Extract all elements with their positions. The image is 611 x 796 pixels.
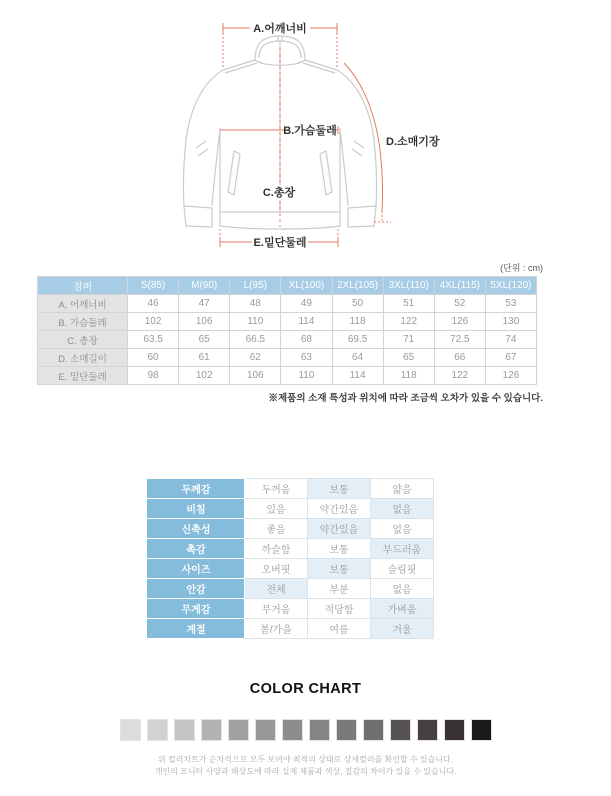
size-col-header: S(85) <box>128 277 179 295</box>
size-table-row <box>38 367 537 385</box>
fabric-row-label: 사이즈 <box>148 559 245 579</box>
size-value-cell: 98 <box>128 367 179 385</box>
color-swatch <box>363 719 384 741</box>
size-value-cell: 74 <box>485 331 536 349</box>
size-value-cell: 114 <box>332 367 383 385</box>
fabric-table-row <box>148 599 434 619</box>
size-value-cell: 114 <box>281 313 332 331</box>
size-value-cell: 110 <box>281 367 332 385</box>
fabric-row-label: 두께감 <box>148 479 245 499</box>
size-value-cell: 61 <box>179 349 230 367</box>
size-value-cell: 49 <box>281 295 332 313</box>
fabric-table-row <box>148 619 434 639</box>
fabric-table-row <box>148 499 434 519</box>
fabric-option-cell: 여름 <box>308 619 371 639</box>
size-value-cell: 50 <box>332 295 383 313</box>
fabric-option-cell: 없음 <box>371 579 434 599</box>
color-swatch <box>255 719 276 741</box>
fabric-option-cell: 슬림핏 <box>371 559 434 579</box>
color-swatch <box>336 719 357 741</box>
color-chart-note-line: 위 컬러차트가 순차적으로 모두 보여야 최적의 상태로 상세컬러를 확인할 수 있습니다. <box>158 755 453 764</box>
color-swatch <box>228 719 249 741</box>
color-swatch <box>201 719 222 741</box>
fabric-option-cell: 봄/가을 <box>245 619 308 639</box>
fabric-option-cell-selected: 겨울 <box>371 619 434 639</box>
size-value-cell: 66 <box>434 349 485 367</box>
size-col-header: 3XL(110) <box>383 277 434 295</box>
size-footnote: ※제품의 소재 특성과 위치에 따라 조금씩 오차가 있을 수 있습니다. <box>268 393 543 404</box>
sleeve-label: D.소매기장 <box>386 136 440 148</box>
color-swatch <box>390 719 411 741</box>
fabric-option-cell: 오버핏 <box>245 559 308 579</box>
size-table-row <box>38 313 537 331</box>
fabric-option-cell-selected: 보통 <box>308 559 371 579</box>
size-value-cell: 106 <box>230 367 281 385</box>
size-row-label: E. 밑단둘레 <box>38 367 128 385</box>
color-chart-notes <box>0 754 611 777</box>
fabric-option-cell-selected: 전체 <box>245 579 308 599</box>
fabric-option-cell: 두꺼움 <box>245 479 308 499</box>
fabric-row-label: 신축성 <box>148 519 245 539</box>
hem-label: E.밑단둘레 <box>253 237 307 249</box>
color-chart-note-line: 개인의 모니터 사양과 해상도에 따라 실제 제품과 색상, 질감의 차이가 있을 수 있습니다. <box>154 766 457 776</box>
color-swatch <box>417 719 438 741</box>
fabric-row-label: 안감 <box>148 579 245 599</box>
size-col-header: 점퍼 <box>38 277 128 295</box>
size-value-cell: 130 <box>485 313 536 331</box>
size-row-label: C. 총장 <box>38 331 128 349</box>
size-value-cell: 52 <box>434 295 485 313</box>
size-value-cell: 67 <box>485 349 536 367</box>
size-value-cell: 53 <box>485 295 536 313</box>
shoulder-width-label: A.어깨너비 <box>253 23 307 35</box>
size-value-cell: 63 <box>281 349 332 367</box>
size-value-cell: 68 <box>281 331 332 349</box>
fabric-option-cell: 좋음 <box>245 519 308 539</box>
size-value-cell: 64 <box>332 349 383 367</box>
size-table <box>37 276 537 385</box>
size-col-header: 5XL(120) <box>485 277 536 295</box>
fabric-table-row <box>148 539 434 559</box>
size-value-cell: 72.5 <box>434 331 485 349</box>
size-value-cell: 51 <box>383 295 434 313</box>
color-swatch <box>444 719 465 741</box>
size-value-cell: 102 <box>179 367 230 385</box>
size-value-cell: 106 <box>179 313 230 331</box>
color-swatch <box>282 719 303 741</box>
color-swatch <box>147 719 168 741</box>
size-value-cell: 48 <box>230 295 281 313</box>
fabric-option-cell: 없음 <box>371 519 434 539</box>
size-col-header: 2XL(105) <box>332 277 383 295</box>
fabric-option-cell: 보통 <box>308 539 371 559</box>
size-value-cell: 126 <box>434 313 485 331</box>
size-value-cell: 60 <box>128 349 179 367</box>
size-row-label: D. 소매길이 <box>38 349 128 367</box>
fabric-option-cell: 부분 <box>308 579 371 599</box>
fabric-table-row <box>148 559 434 579</box>
fabric-option-cell: 까슬함 <box>245 539 308 559</box>
color-swatch <box>309 719 330 741</box>
color-chart-title: COLOR CHART <box>249 681 362 697</box>
size-value-cell: 110 <box>230 313 281 331</box>
size-value-cell: 46 <box>128 295 179 313</box>
fabric-option-cell-selected: 없음 <box>371 499 434 519</box>
unit-note: (단위 : cm) <box>500 263 543 273</box>
size-col-header: L(95) <box>230 277 281 295</box>
size-value-cell: 122 <box>434 367 485 385</box>
size-value-cell: 102 <box>128 313 179 331</box>
fabric-option-cell: 무거움 <box>245 599 308 619</box>
chest-label: B.가슴둘레 <box>283 125 337 137</box>
size-table-row <box>38 295 537 313</box>
fabric-row-label: 비침 <box>148 499 245 519</box>
fabric-option-cell: 얇음 <box>371 479 434 499</box>
size-row-label: A. 어깨너비 <box>38 295 128 313</box>
fabric-option-cell-selected: 가벼움 <box>371 599 434 619</box>
size-value-cell: 66.5 <box>230 331 281 349</box>
size-col-header: XL(100) <box>281 277 332 295</box>
size-table-row <box>38 349 537 367</box>
size-value-cell: 118 <box>383 367 434 385</box>
size-value-cell: 65 <box>383 349 434 367</box>
color-swatch <box>471 719 492 741</box>
fabric-option-cell: 있음 <box>245 499 308 519</box>
fabric-table-row <box>148 519 434 539</box>
size-col-header: 4XL(115) <box>434 277 485 295</box>
fabric-property-table <box>147 478 434 639</box>
fabric-option-cell-selected: 부드러움 <box>371 539 434 559</box>
size-table-row <box>38 331 537 349</box>
size-value-cell: 69.5 <box>332 331 383 349</box>
size-value-cell: 122 <box>383 313 434 331</box>
jacket-measurement-diagram <box>0 0 611 258</box>
color-swatch <box>174 719 195 741</box>
fabric-row-label: 계절 <box>148 619 245 639</box>
color-swatch-row <box>0 719 611 741</box>
fabric-table-row <box>148 579 434 599</box>
size-value-cell: 118 <box>332 313 383 331</box>
fabric-option-cell: 약간있음 <box>308 499 371 519</box>
size-value-cell: 126 <box>485 367 536 385</box>
size-table-header <box>38 277 537 295</box>
size-value-cell: 65 <box>179 331 230 349</box>
fabric-row-label: 무게감 <box>148 599 245 619</box>
size-value-cell: 47 <box>179 295 230 313</box>
color-swatch <box>120 719 141 741</box>
fabric-option-cell: 적당함 <box>308 599 371 619</box>
size-col-header: M(90) <box>179 277 230 295</box>
fabric-row-label: 촉감 <box>148 539 245 559</box>
fabric-option-cell-selected: 약간있음 <box>308 519 371 539</box>
fabric-table-row <box>148 479 434 499</box>
length-label: C.총장 <box>262 187 296 199</box>
size-value-cell: 71 <box>383 331 434 349</box>
size-row-label: B. 가슴둘레 <box>38 313 128 331</box>
size-value-cell: 62 <box>230 349 281 367</box>
size-value-cell: 63.5 <box>128 331 179 349</box>
fabric-option-cell-selected: 보통 <box>308 479 371 499</box>
